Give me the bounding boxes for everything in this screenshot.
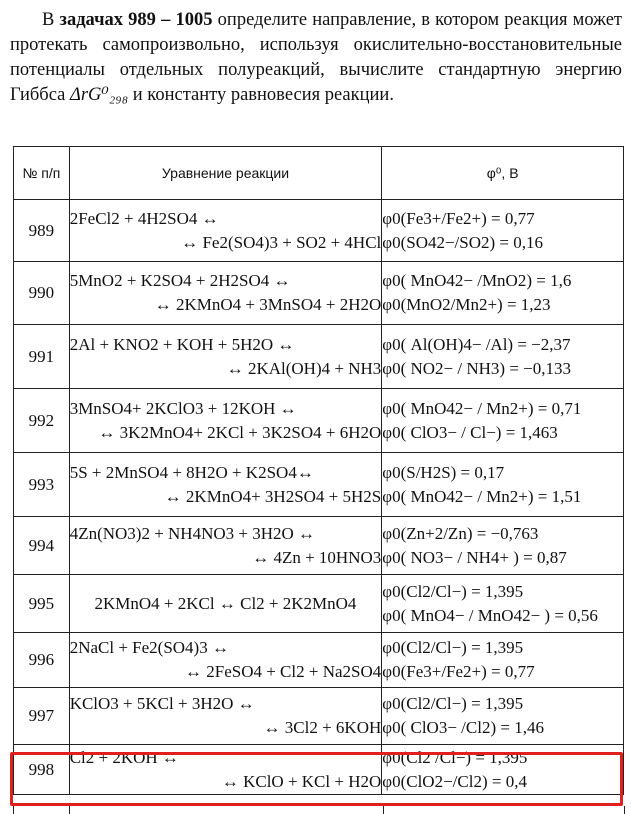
potential-1: φ0(Cl2 /Cl−) = 1,395: [382, 747, 528, 767]
reaction-equation: [69, 325, 382, 389]
reactions-table: [13, 146, 624, 795]
intro-prefix: В: [42, 10, 60, 30]
reaction-equation: [69, 200, 382, 262]
potential-2: φ0( MnO42− / Mn2+) = 1,51: [382, 486, 582, 506]
equation-line-2: ↔ 2FeSO4 + Cl2 + Na2SO4: [184, 662, 382, 681]
reaction-equation: [69, 517, 382, 575]
potential-2: φ0(SO42−/SO2) = 0,16: [382, 232, 544, 252]
row-number: 994: [14, 517, 70, 575]
equation-line-1: 5MnO2 + K2SO4 + 2H2SO4 ↔: [69, 271, 291, 290]
equation-line-2: ↔ KClO + KCl + H2O: [221, 771, 382, 791]
table-row: [14, 517, 624, 575]
equation-line-2: ↔ 3Cl2 + 6KOH: [263, 718, 382, 737]
potential-1: φ0(S/H2S) = 0,17: [382, 462, 505, 482]
potential-1: φ0(Cl2/Cl−) = 1,395: [382, 694, 524, 713]
potential-2: φ0( NO2− / NH3) = −0,133: [382, 358, 571, 378]
intro-suffix: и константу равновесия реакции.: [128, 85, 394, 105]
row-number: 998: [14, 745, 70, 795]
potential-1: φ0(Zn+2/Zn) = −0,763: [382, 523, 539, 543]
equation-line-2: ↔ 2KAl(OH)4 + NH3: [226, 358, 382, 378]
equation-line-1: 2FeCl2 + 4H2SO4 ↔: [69, 208, 219, 228]
reaction-equation: [69, 389, 382, 453]
potential-2: φ0(Fe3+/Fe2+) = 0,77: [382, 662, 535, 681]
equation-line-1: 3MnSO4+ 2KClO3 + 12KOH ↔: [69, 398, 297, 418]
potential-1: φ0(Cl2/Cl−) = 1,395: [382, 581, 524, 601]
potentials: [382, 262, 624, 325]
intro-paragraph: [10, 8, 622, 108]
equation-line-1: KClO3 + 5KCl + 3H2O ↔: [69, 694, 255, 713]
table-row: [14, 688, 624, 745]
table-row: [14, 200, 624, 262]
table-row: [14, 325, 624, 389]
potential-2: φ0( ClO3− / Cl−) = 1,463: [382, 422, 558, 442]
equation-line-1: 2KMnO4 + 2KCl ↔ Cl2 + 2K2MnO4: [94, 593, 357, 613]
potentials: [382, 688, 624, 745]
row-number: 991: [14, 325, 70, 389]
potential-1: φ0(Fe3+/Fe2+) = 0,77: [382, 208, 535, 228]
header-potential: φ⁰, В: [382, 147, 624, 200]
table-row: [14, 633, 624, 688]
potentials: [382, 325, 624, 389]
equation-line-2: ↔ 2KMnO4 + 3MnSO4 + 2H2O: [154, 295, 382, 314]
table-row: [14, 453, 624, 517]
header-number: № п/п: [14, 147, 70, 200]
equation-line-1: 2NaCl + Fe2(SO4)3 ↔: [69, 638, 229, 657]
equation-line-1: 2Al + KNO2 + KOH + 5H2O ↔: [69, 334, 295, 354]
potential-1: φ0( MnO42− / Mn2+) = 0,71: [382, 398, 582, 418]
intro-text: определите направление, в котором реакция может протекать самопроизвольно, используя окислительно-восстановительные потенциалы отдельных полуреакций, вычислите стандартную энергию Гиббса: [10, 10, 623, 105]
table-header-row: [14, 147, 624, 200]
row-number: 996: [14, 633, 70, 688]
potential-2: φ0(MnO2/Mn2+) = 1,23: [382, 295, 551, 314]
equation-line-1: 5S + 2MnSO4 + 8H2O + K2SO4↔: [69, 462, 314, 482]
gibbs-symbol: ΔrG⁰₂₉₈: [70, 85, 129, 105]
reaction-equation: [69, 262, 382, 325]
table-row: [14, 262, 624, 325]
potentials: [382, 575, 624, 633]
potential-2: φ0( ClO3− /Cl2) = 1,46: [382, 718, 544, 737]
row-number: 993: [14, 453, 70, 517]
reaction-equation: [69, 688, 382, 745]
potentials: [382, 200, 624, 262]
potential-2: φ0( MnO4− / MnO42− ) = 0,56: [382, 605, 598, 625]
potential-1: φ0( Al(OH)4− /Al) = −2,37: [382, 334, 571, 354]
equation-line-1: 4Zn(NO3)2 + NH4NO3 + 3H2O ↔: [69, 523, 316, 543]
table-row: [14, 389, 624, 453]
reaction-equation: [69, 575, 382, 633]
potential-1: φ0(Cl2/Cl−) = 1,395: [382, 638, 524, 657]
equation-line-2: ↔ 2KMnO4+ 3H2SO4 + 5H2S: [164, 486, 382, 506]
row-number: 997: [14, 688, 70, 745]
equation-line-2: ↔ 4Zn + 10HNO3: [252, 547, 382, 567]
row-number: 995: [14, 575, 70, 633]
reaction-equation: [69, 453, 382, 517]
potential-2: φ0(ClO2−/Cl2) = 0,4: [382, 771, 527, 791]
highlight-frame: [10, 752, 623, 806]
table-row: [14, 575, 624, 633]
intro-task-range: задачах 989 – 1005: [59, 10, 213, 30]
row-number: 989: [14, 200, 70, 262]
equation-line-2: ↔ 3K2MnO4+ 2KCl + 3K2SO4 + 6H2O: [98, 422, 382, 442]
row-number: 990: [14, 262, 70, 325]
reaction-equation: [69, 633, 382, 688]
potentials: [382, 453, 624, 517]
potentials: [382, 389, 624, 453]
header-equation: Уравнение реакции: [69, 147, 382, 200]
potential-2: φ0( NO3− / NH4+ ) = 0,87: [382, 547, 567, 567]
row-number: 992: [14, 389, 70, 453]
potential-1: φ0( MnO42− /MnO2) = 1,6: [382, 271, 572, 290]
equation-line-1: Cl2 + 2KOH ↔: [69, 747, 179, 767]
potentials: [382, 517, 624, 575]
equation-line-2: ↔ Fe2(SO4)3 + SO2 + 4HCl: [181, 232, 382, 252]
potentials: [382, 633, 624, 688]
table-continuation: [13, 806, 625, 814]
